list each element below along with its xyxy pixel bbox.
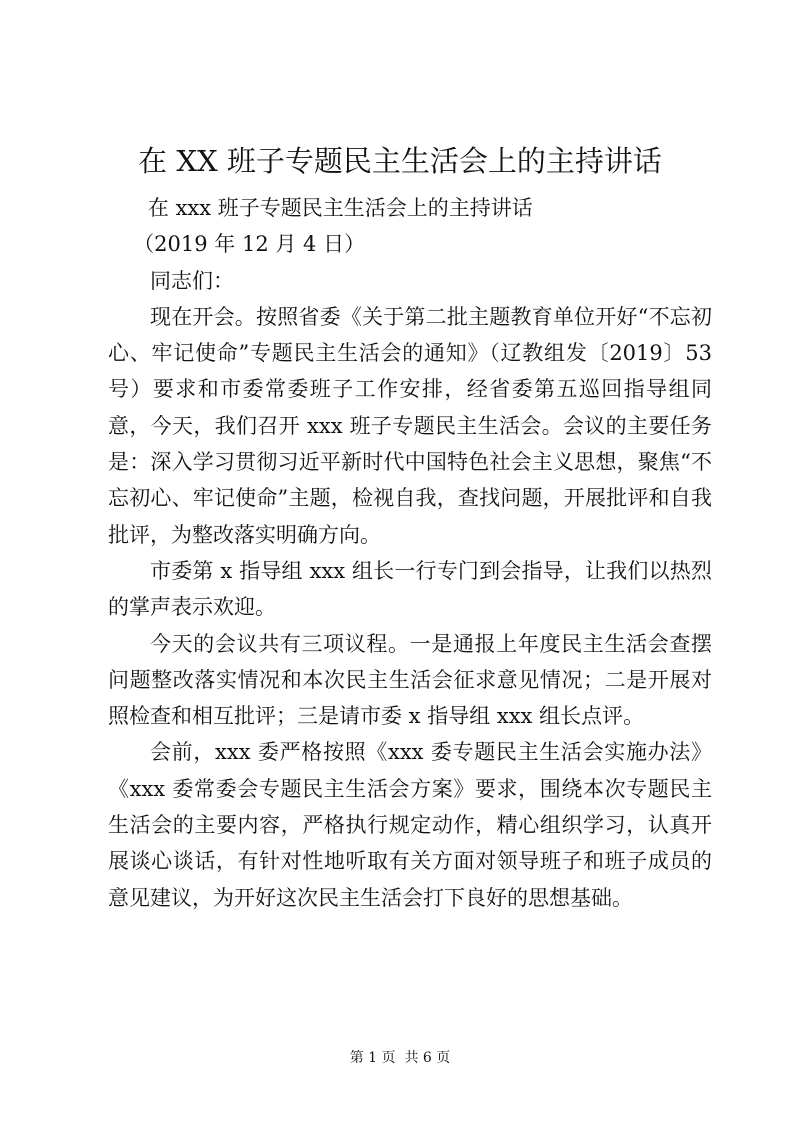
- body-paragraph: 现在开会。按照省委《关于第二批主题教育单位开好“不忘初心、牢记使命”专题民主生活会的通知》（辽教组发〔2019〕53 号）要求和市委常委班子工作安排，经省委第五巡回指导组同意，今天，我们召开 xxx 班子专题民主生活会。会议的主要任务是：深入学习贯彻习近平新时代中国特色社会主义思想，聚焦“不忘初心、牢记使命”主题，检视自我，查找问题，开展批评和自我批评，为整改落实明确方向。: [108, 304, 712, 547]
- date-paragraph: （2019 年 12 月 4 日）: [133, 232, 366, 257]
- document-title: 在 XX 班子专题民主生活会上的主持讲话: [138, 144, 662, 178]
- page-number-footer: 第 1 页 共 6 页: [349, 1050, 451, 1066]
- subtitle-paragraph: 在 xxx 班子专题民主生活会上的主持讲话: [147, 196, 533, 220]
- body-paragraph: 今天的会议共有三项议程。一是通报上年度民主生活会查摆问题整改落实情况和本次民主生活会征求意见情况；二是开展对照检查和相互批评；三是请市委 x 指导组 xxx 组长点评。: [108, 631, 712, 729]
- body-paragraph: 会前，xxx 委严格按照《xxx 委专题民主生活会实施办法》《xxx 委常委会专题民主生活会方案》要求，围绕本次专题民主生活会的主要内容，严格执行规定动作，精心组织学习，认真开展谈心谈话，有针对性地听取有关方面对领导班子和班子成员的意见建议，为开好这次民主生活会打下良好的思想基础。: [108, 740, 712, 910]
- salutation-paragraph: 同志们：: [150, 268, 234, 293]
- document-body: [108, 190, 712, 916]
- body-paragraph: 市委第 x 指导组 xxx 组长一行专门到会指导，让我们以热烈的掌声表示欢迎。: [108, 558, 712, 620]
